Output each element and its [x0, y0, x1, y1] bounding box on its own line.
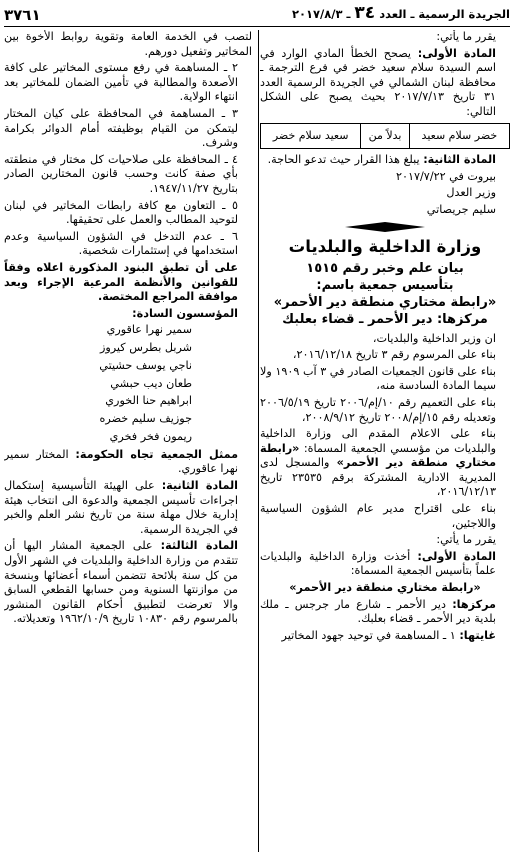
correction-table — [260, 123, 510, 150]
preamble-notice: بناء على الاعلام المقدم الى وزارة الداخلية والبلديات من مؤسسي الجمعية المسماة: «رابطة مختاري منطقة دير الأحمر» والمسجل لدى المديرية الادارية المشتركة برقم ٢٣٥٣٥ تاريخ ٢٠١٦/١٢/١٣، — [260, 427, 496, 499]
place-date: بيروت في ٢٠١٧/٧/٢٢ — [396, 169, 496, 183]
list-item: شربل بطرس كيروز — [99, 341, 192, 355]
association-name-2: «رابطة مختاري منطقة دير الأحمر» — [289, 581, 481, 595]
goal-5: ٥ ـ التعاون مع كافة رابطات المخاتير في لبنان لتوحيد المطالب والعمل على تحقيقها. — [4, 198, 238, 227]
article-1: المادة الأولى: يصحح الخطأ المادي الوارد في اسم السيدة سلام سعيد خضر في فرع الترجمة ـ محافظة لبنان الشمالي في الجريدة الرسمية العدد ٣١ تاريخ ٢٠١٧/٧/١٣ بحيث يصبح على الشكل التالي: — [260, 46, 497, 118]
goal-1-continued: لتصب في الخدمة العامة وتقوية روابط الأخوة بين المخاتير وتفعيل دورهم. — [4, 30, 252, 58]
list-item: طعان ديب حبشي — [110, 376, 192, 390]
preamble-circular: بناء على التعميم رقم ١٠/إم/٢٠٠٦ تاريخ ٢٠٠٦/٥/١٩ وتعديله رقم ١٥/إم/٢٠٠٨ تاريخ ٢٠٠٨/٩/١٢، — [260, 395, 496, 424]
goal-2: ٢ ـ المساهمة في رفع مستوى المخاتير على كافة الأصعدة والمطالبة في تأمين الضمان للمخاتير بعد انتهاء الولاية. — [4, 61, 238, 104]
list-item: جوزيف سليم خضره — [99, 412, 192, 426]
right-column — [260, 30, 510, 854]
association-goals: غايتها: ١ ـ المساهمة في توحيد جهود المخاتير — [281, 628, 496, 642]
founders-list — [4, 323, 252, 444]
preamble-proposal: بناء على اقتراح مدير عام الشؤون السياسية واللاجئين، — [260, 502, 496, 530]
column-divider — [258, 30, 259, 852]
goal-4: ٤ ـ المحافظة على صلاحيات كل مختار في منطقته بأي صفة كانت وحسب قانون المختارين الصادر بتاريخ ١٩٤٧/١١/٢٧. — [4, 152, 238, 195]
section-divider — [260, 222, 510, 232]
article-3-left: المادة الثالثة: على الجمعية المشار اليها أن تتقدم من وزارة الداخلية والبلديات في الشهر الأول من كل سنة بلائحة تتضمن أسماء أعضائها وبنسخة من موازنتها السنوية ومن حسابها القطعي السابق والا تعرضت لتطبيق أحكام القانون المنشور بالمرسوم رقم ١٠٨٣٠ تاريخ ١٩٦٢/١٠/٩ وتعديلاته. — [4, 539, 239, 626]
left-column — [4, 30, 252, 854]
article-1b: المادة الأولى: أخذت وزارة الداخلية والبلديات علماً بتأسيس الجمعية المسماة: — [260, 549, 496, 578]
issue-number: ٣٤ — [354, 3, 376, 23]
list-item: ناجي يوسف حشيتي — [99, 358, 192, 372]
article-2: المادة الثانية: يبلغ هذا القرار حيث تدعو الحاجة. — [267, 153, 496, 167]
list-item: ريمون فخر فخري — [109, 429, 192, 443]
statement-title: بيان علم وخبر رقم ١٥١٥ — [306, 260, 464, 276]
government-representative: ممثل الجمعية تجاه الحكومة: المختار سمير نهرا عاقوري. — [4, 447, 238, 476]
signer-title: وزير العدل — [446, 186, 496, 200]
goal-3: ٣ ـ المساهمة في المحافظة على كيان المختار ليتمكن من القيام بوظيفته أمام الدوائر بكرامة وشرف. — [4, 106, 238, 150]
association-name: «رابطة مختاري منطقة دير الأحمر» — [273, 294, 497, 310]
association-hq: مركزها: دير الأحمر ـ قضاء بعلبك — [282, 311, 488, 327]
preamble-minister: ان وزير الداخلية والبلديات، — [372, 331, 496, 345]
issue-date: ـ ٢٠١٧/٨/٣ — [291, 7, 351, 21]
page-number: ٣٧٦١ — [4, 6, 41, 24]
table-cell: خضر سلام سعيد — [409, 123, 509, 149]
divider-ornament-icon — [345, 222, 425, 232]
article-2-left: المادة الثانية: على الهيئة التأسيسية إستكمال اجراءات تأسيس الجمعية والدعوة الى انتخاب هيئة إدارية خلال مهلة سنة من تاريخ نشر العلم والخبر في الجريدة الرسمية. — [4, 478, 238, 536]
association-hq-2: مركزها: دير الأحمر ـ شارع مار جرجس ـ ملك بلدية دير الأحمر ـ قضاء بعلبك. — [260, 597, 496, 626]
table-cell: سعيد سلام خضر — [261, 123, 361, 149]
compliance-clause: على أن تطبق البنود المذكورة اعلاه وفقاً للقوانين والأنظمة المرعية الإجراء وبعد موافقة المراجع المختصة. — [4, 260, 238, 304]
journal-title: الجريدة الرسمية ـ العدد ٣٤ ـ ٢٠١٧/٨/٣ — [291, 3, 510, 23]
ministry-title: وزارة الداخلية والبلديات — [288, 236, 482, 256]
table-cell: بدلاً من — [361, 123, 409, 149]
signer-name: سليم جريصاتي — [426, 202, 496, 216]
founders-heading: المؤسسون السادة: — [132, 306, 238, 320]
preamble-law: بناء على قانون الجمعيات الصادر في ٣ آب ١٩٠٩ ولا سيما المادة السادسة منه، — [260, 364, 496, 393]
decides-heading: يقرر ما يأتي: — [436, 30, 496, 43]
goal-6: ٦ ـ عدم التدخل في الشؤون السياسية وعدم استخدامها في إستثمارات شخصية. — [4, 229, 238, 258]
list-item: سمير نهرا عاقوري — [106, 323, 192, 337]
preamble-decree: بناء على المرسوم رقم ٣ تاريخ ٢٠١٦/١٢/١٨، — [292, 348, 496, 362]
decides-heading-2: يقرر ما يأتي: — [436, 533, 496, 547]
statement-subtitle: بتأسيس جمعية باسم: — [316, 277, 454, 293]
page-header — [4, 2, 510, 27]
list-item: ابراهيم حنا الخوري — [105, 394, 192, 408]
